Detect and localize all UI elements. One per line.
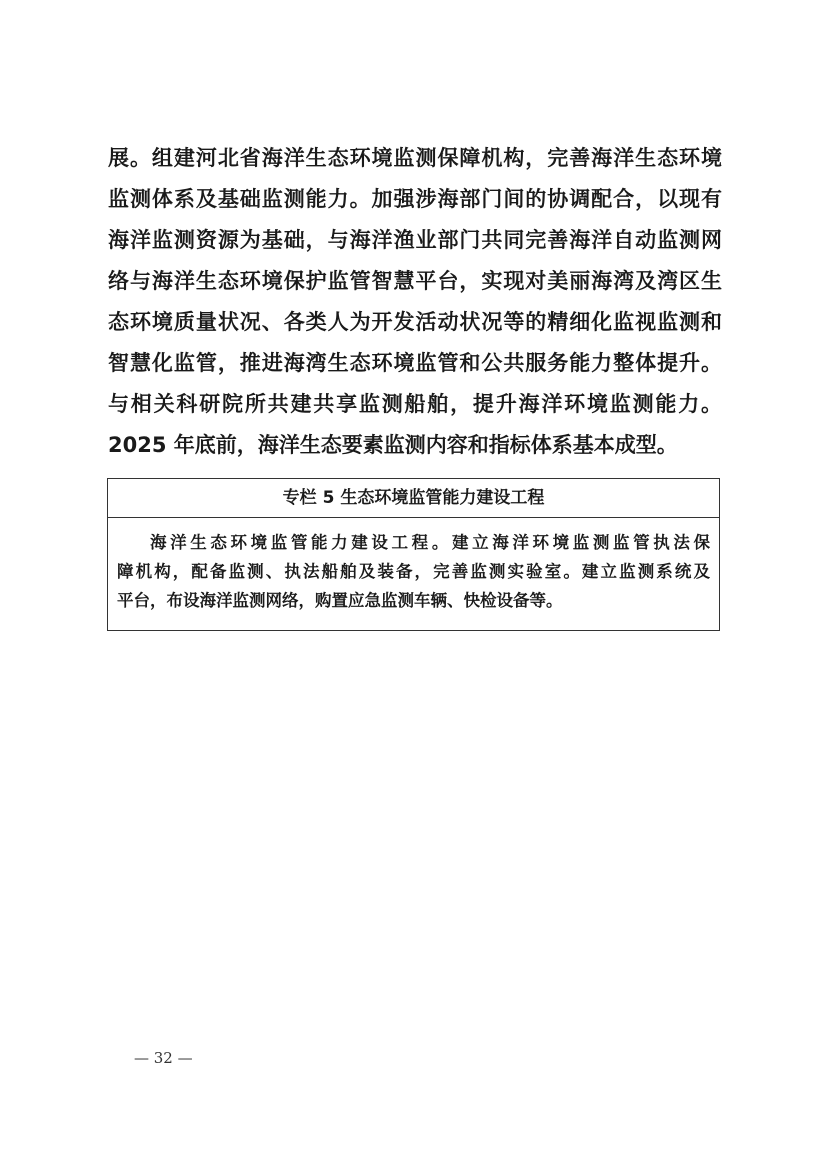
page-number: — 32 — [134,1049,193,1067]
paragraph-line: 2025 年底前，海洋生态要素监测内容和指标体系基本成型。 [108,433,678,457]
body-paragraph [108,138,722,466]
paragraph-line: 络与海洋生态环境保护监管智慧平台，实现对美丽海湾及湾区生 [108,269,722,293]
column-box-line: 海洋生态环境监管能力建设工程。建立海洋环境监测监管执法保 [150,533,710,552]
column-box-line: 平台，布设海洋监测网络，购置应急监测车辆、快检设备等。 [117,591,563,610]
paragraph-line: 与相关科研院所共建共享监测船舶，提升海洋环境监测能力。 [108,392,722,416]
column-box [107,478,720,631]
paragraph-line: 监测体系及基础监测能力。加强涉海部门间的协调配合，以现有 [108,187,722,211]
paragraph-line: 海洋监测资源为基础，与海洋渔业部门共同完善海洋自动监测网 [108,228,722,252]
paragraph-line: 智慧化监管，推进海湾生态环境监管和公共服务能力整体提升。 [108,351,722,375]
column-box-title: 专栏 5 生态环境监管能力建设工程 [108,479,719,518]
column-box-line: 障机构，配备监测、执法船舶及装备，完善监测实验室。建立监测系统及 [117,562,710,581]
column-box-body [108,518,719,615]
paragraph-line: 展。组建河北省海洋生态环境监测保障机构，完善海洋生态环境 [108,146,722,170]
paragraph-line: 态环境质量状况、各类人为开发活动状况等的精细化监视监测和 [108,310,722,334]
